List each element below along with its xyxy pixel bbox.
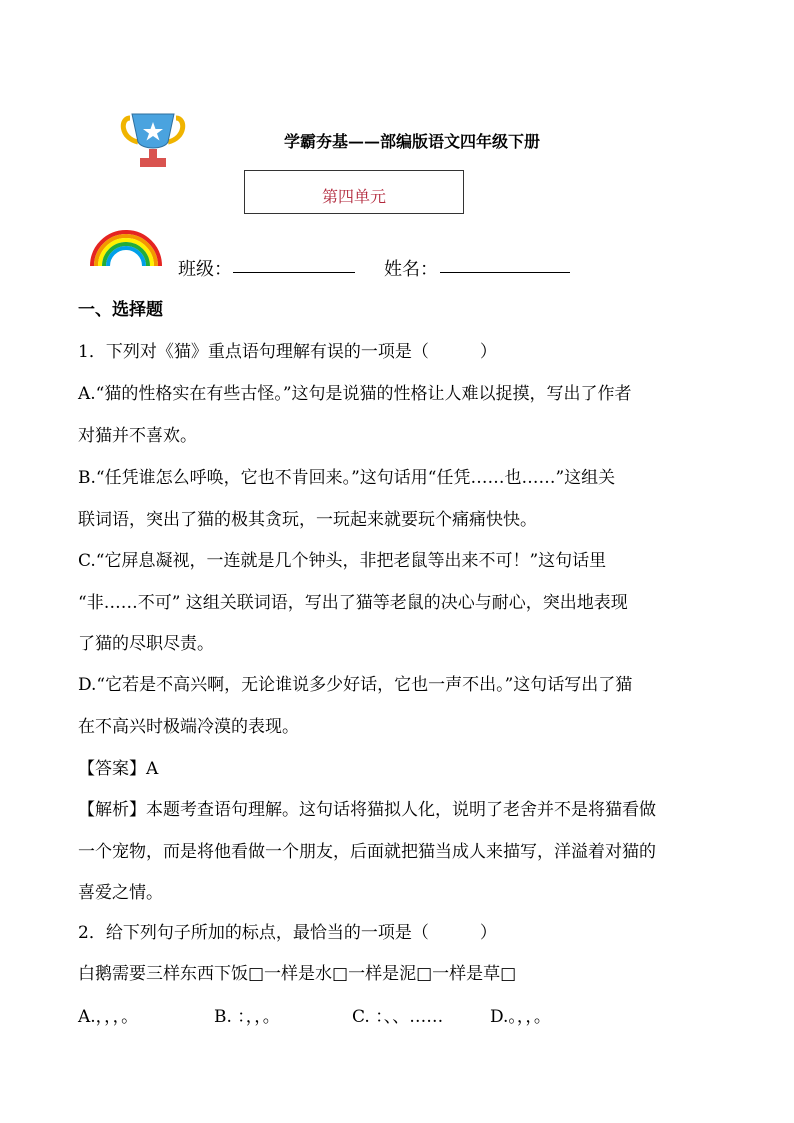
q1-stem: 1．下列对《猫》重点语句理解有误的一项是（ ）	[78, 342, 497, 362]
q2-sentence: 白鹅需要三样东西下饭□一样是水□一样是泥□一样是草□	[78, 964, 517, 984]
page-title: 学霸夯基——部编版语文四年级下册	[284, 132, 541, 151]
q1-option-b-line2: 联词语，突出了猫的极其贪玩，一玩起来就要玩个痛痛快快。	[78, 510, 537, 530]
q2-option-c: C. ：、、……	[352, 1007, 444, 1027]
q1-answer: 【答案】A	[78, 759, 159, 779]
rainbow-icon	[88, 226, 164, 272]
q1-analysis-line1: 【解析】本题考查语句理解。这句话将猫拟人化，说明了老舍并不是将猫看做	[78, 800, 656, 820]
name-label: 姓名：	[384, 259, 438, 280]
q1-option-b-line1: B.“任凭谁怎么呼唤，它也不肯回来。”这句话用“任凭……也……”这组关	[78, 468, 616, 488]
unit-box	[244, 170, 464, 214]
unit-label: 第四单元	[321, 187, 386, 206]
section-heading: 一、选择题	[78, 300, 163, 320]
q1-analysis-line3: 喜爱之情。	[78, 883, 163, 903]
q1-analysis-line2: 一个宠物，而是将他看做一个朋友，后面就把猫当成人来描写，洋溢着对猫的	[78, 842, 656, 862]
q1-option-a-line2: 对猫并不喜欢。	[78, 426, 197, 446]
q2-option-a: A.，，，。	[78, 1007, 139, 1027]
q1-option-c-line2: “非……不可” 这组关联词语，写出了猫等老鼠的决心与耐心，突出地表现	[78, 593, 628, 613]
q1-option-a-line1: A.“猫的性格实在有些古怪。”这句是说猫的性格让人难以捉摸，写出了作者	[78, 384, 632, 404]
name-field[interactable]	[440, 272, 570, 273]
class-field[interactable]	[233, 272, 355, 273]
q2-option-d: D.。，，。	[490, 1007, 551, 1027]
q1-option-d-line1: D.“它若是不高兴啊，无论谁说多少好话，它也一声不出。”这句话写出了猫	[78, 675, 633, 695]
trophy-icon	[118, 108, 188, 174]
class-label: 班级：	[178, 259, 232, 280]
q1-option-d-line2: 在不高兴时极端冷漠的表现。	[78, 717, 299, 737]
q2-stem: 2．给下列句子所加的标点，最恰当的一项是（ ）	[78, 923, 497, 943]
q2-option-b: B. ：，，。	[214, 1007, 280, 1027]
q1-option-c-line3: 了猫的尽职尽责。	[78, 634, 214, 654]
q1-option-c-line1: C.“它屏息凝视，一连就是几个钟头，非把老鼠等出来不可！”这句话里	[78, 551, 607, 571]
